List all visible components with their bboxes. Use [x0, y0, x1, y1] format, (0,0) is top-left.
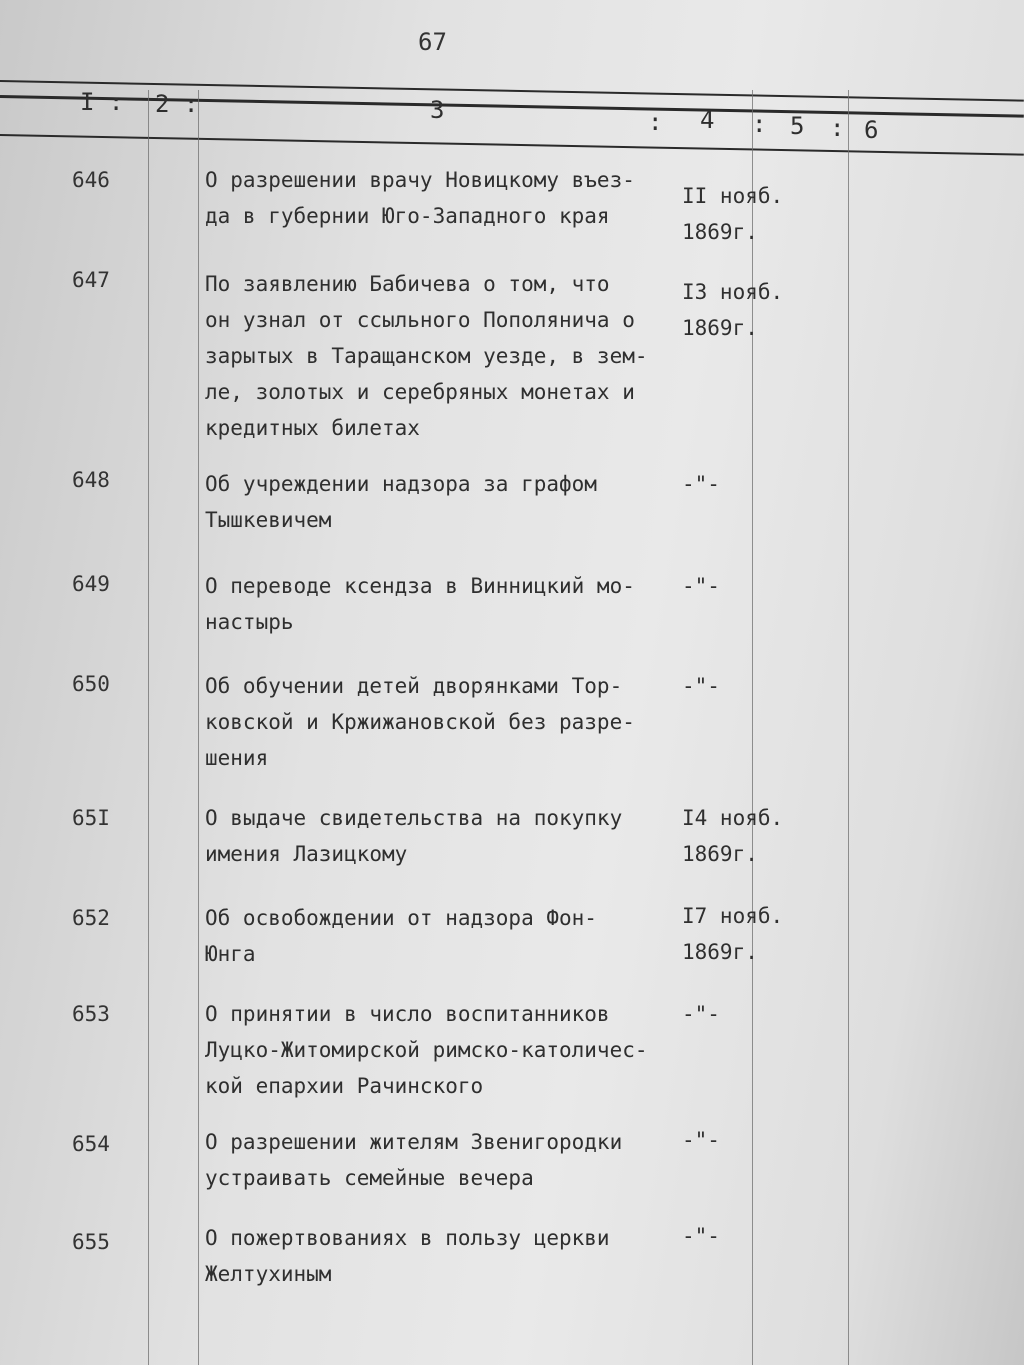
- entry-date: II нояб. 1869г.: [682, 184, 784, 244]
- entry-date: -"-: [682, 1224, 720, 1248]
- column-header-3: 3: [430, 96, 445, 124]
- entry-description: О пожертвованиях в пользу церкви Желтухиным: [205, 1226, 610, 1286]
- entry-description: О разрешении жителям Звенигородки устраивать семейные вечера: [205, 1130, 623, 1190]
- entry-description: О выдаче свидетельства на покупку имения Лазицкому: [205, 806, 623, 866]
- entry-description: По заявлению Бабичева о том, что он узнал от ссыльного Пополянича о зарытых в Таращанском уезде, в зем- ле, золотых и серебряных монетах и кредитных билетах: [205, 272, 648, 440]
- column-divider: [148, 90, 149, 1365]
- entry-description: О разрешении врачу Новицкому въез- да в губернии Юго-Западного края: [205, 168, 635, 228]
- entry-description: Об обучении детей дворянками Тор- ковской и Кржижановской без разре- шения: [205, 674, 635, 770]
- entry-number: 648: [72, 468, 110, 492]
- column-divider: [198, 90, 199, 1365]
- entry-description: Об освобождении от надзора Фон- Юнга: [205, 906, 597, 966]
- column-divider: [848, 90, 849, 1365]
- entry-description: Об учреждении надзора за графом Тышкевичем: [205, 472, 597, 532]
- entry-date: -"-: [682, 472, 720, 496]
- entry-number: 649: [72, 572, 110, 596]
- entry-number: 654: [72, 1132, 110, 1156]
- entry-date: I4 нояб. 1869г.: [682, 806, 784, 866]
- entry-date: I3 нояб. 1869г.: [682, 280, 784, 340]
- entry-number: 65I: [72, 806, 110, 830]
- column-header-1: I :: [80, 88, 124, 116]
- entry-date: -"-: [682, 1002, 720, 1026]
- entry-number: 653: [72, 1002, 110, 1026]
- column-header-6: 6: [864, 116, 879, 144]
- column-header-2: 2 :: [155, 90, 199, 118]
- entry-date: I7 нояб. 1869г.: [682, 904, 784, 964]
- column-header-separator: :: [648, 108, 663, 136]
- column-header-separator: :: [752, 110, 767, 138]
- column-header-separator: :: [830, 114, 845, 142]
- column-header-4: 4: [700, 106, 715, 134]
- entry-number: 647: [72, 268, 110, 292]
- entry-description: О переводе ксендза в Винницкий мо- настырь: [205, 574, 635, 634]
- entry-number: 652: [72, 906, 110, 930]
- entry-description: О принятии в число воспитанников Луцко-Житомирской римско-католичес- кой епархии Рачинского: [205, 1002, 648, 1098]
- entry-date: -"-: [682, 1128, 720, 1152]
- entry-date: -"-: [682, 674, 720, 698]
- page-number: 67: [418, 28, 447, 56]
- entry-number: 646: [72, 168, 110, 192]
- entry-date: -"-: [682, 574, 720, 598]
- entry-number: 650: [72, 672, 110, 696]
- entry-number: 655: [72, 1230, 110, 1254]
- column-header-5: 5: [790, 112, 805, 140]
